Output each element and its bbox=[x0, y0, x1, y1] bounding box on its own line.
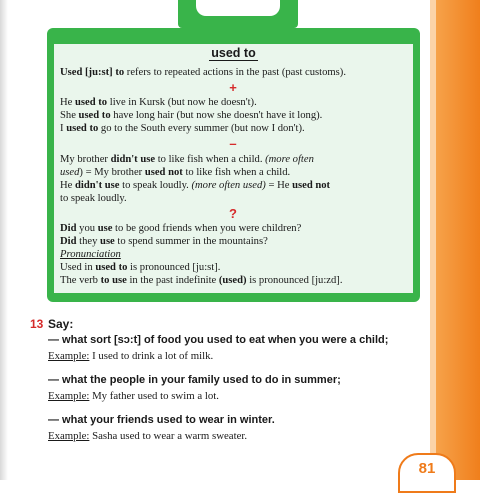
folder-tab-cutout bbox=[196, 0, 280, 16]
pronunciation-line-1: Used in used to is pronounced [ju:st]. bbox=[60, 262, 221, 273]
question-sign: ? bbox=[229, 206, 237, 221]
pronunciation-line-2: The verb to use in the past indefinite (used) is pronounced [ju:zd]. bbox=[60, 275, 343, 286]
plus-sign: + bbox=[229, 80, 237, 95]
page-margin-band bbox=[436, 0, 480, 480]
negative-example-line-2: used) = My brother used not to like fish when a child. bbox=[60, 167, 291, 178]
exercise-title: Say: bbox=[48, 317, 74, 331]
negative-example-line-3: He didn't use to speak loudly. (more often used) = He used not bbox=[60, 180, 331, 191]
page-edge-shadow bbox=[0, 0, 8, 480]
exercise-number: 13 bbox=[30, 317, 44, 331]
minus-sign: – bbox=[229, 136, 237, 151]
exercise-task-2: — what the people in your family used to do in summer; bbox=[48, 374, 341, 386]
negative-example-line-1: My brother didn't use to like fish when a child. (more often bbox=[60, 154, 314, 165]
rule-intro: Used [ju:st] to refers to repeated actions in the past (past customs). bbox=[60, 67, 346, 78]
exercise-example-2: Example: My father used to swim a lot. bbox=[48, 390, 219, 402]
exercise-task-1: — what sort [sɔ:t] of food you used to eat when you were a child; bbox=[48, 334, 389, 346]
pronunciation-heading: Pronunciation bbox=[60, 249, 121, 260]
exercise-example-1: Example: I used to drink a lot of milk. bbox=[48, 350, 214, 362]
page-number: 81 bbox=[418, 460, 436, 477]
positive-example-3: I used to go to the South every summer (but now I don't). bbox=[60, 123, 305, 134]
positive-example-1: He used to live in Kursk (but now he doesn't). bbox=[60, 97, 257, 108]
exercise-example-3: Example: Sasha used to wear a warm sweater. bbox=[48, 430, 248, 442]
positive-example-2: She used to have long hair (but now she doesn't have it long). bbox=[60, 110, 323, 121]
question-example-1: Did you use to be good friends when you were children? bbox=[60, 223, 302, 234]
negative-example-line-4: to speak loudly. bbox=[60, 193, 127, 204]
rule-title: used to bbox=[211, 46, 256, 60]
question-example-2: Did they use to spend summer in the mountains? bbox=[60, 236, 268, 247]
exercise-task-3: — what your friends used to wear in winter. bbox=[48, 414, 275, 426]
